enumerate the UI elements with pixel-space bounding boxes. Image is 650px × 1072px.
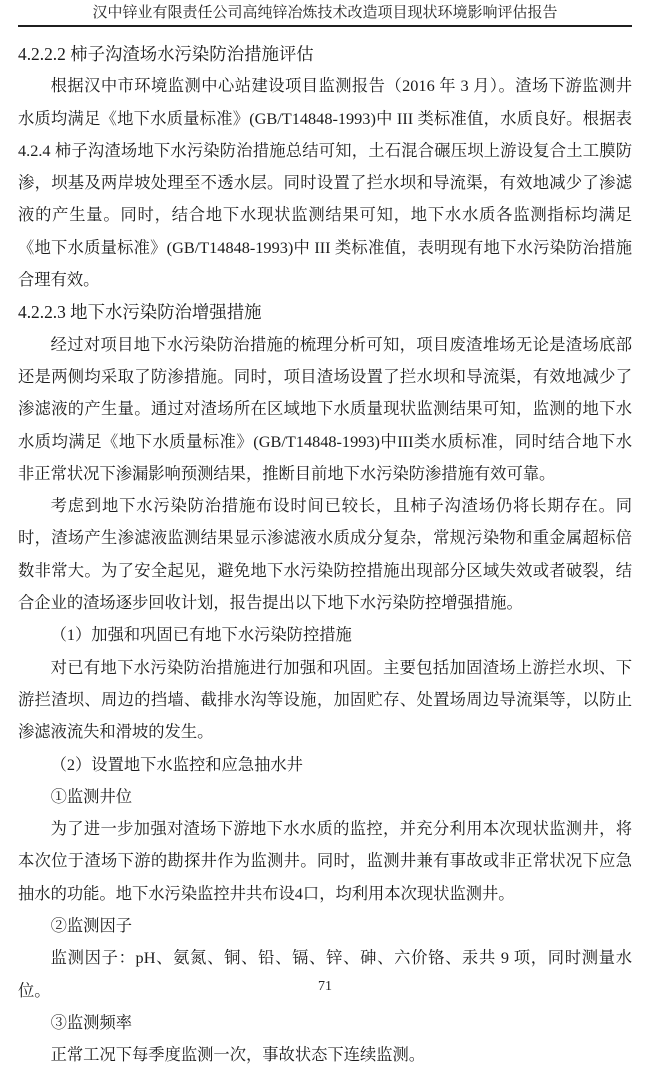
- body-paragraph: 正常工况下每季度监测一次，事故状态下连续监测。: [50, 1045, 426, 1065]
- body-paragraph: 经过对项目地下水污染防治措施的梳理分析可知，项目废渣堆场无论是渣场底部还是两侧均采取了防渗措施。同时，项目渣场设置了拦水坝和导流渠，有效地减少了渗滤液的产生量。通过对渣场所在区域地下水质量现状监测结果可知，监测的地下水水质均满足《地下水质量标准》(GB/T14848-1993)中III类水质标准，同时结合地下水非正常状况下渗漏影响预测结果，推断目前地下水污染防渗措施有效可靠。: [18, 334, 632, 483]
- body-paragraph: 考虑到地下水污染防治措施布设时间已较长，且柿子沟渣场仍将长期存在。同时，渣场产生渗滤液监测结果显示渗滤液水质成分复杂，常规污染物和重金属超标倍数非常大。为了安全起见，避免地下水污染防控措施出现部分区域失效或者破裂，结合企业的渣场逐步回收计划，报告提出以下地下水污染防控增强措施。: [18, 496, 632, 613]
- list-item-1-heading: （1）加强和巩固已有地下水污染防控措施: [50, 625, 352, 645]
- sub-item-monitoring-well-position: ①监测井位: [50, 786, 133, 806]
- body-paragraph: 根据汉中市环境监测中心站建设项目监测报告（2016 年 3 月）。渣场下游监测井水质均满足《地下水质量标准》(GB/T14848-1993)中 III 类标准值，水质良好。根据表 4.2.4 柿子沟渣场地下水污染防治措施总结可知，土石混合碾压坝上游设复合土工膜防渗，坝基及两岸坡处理至不透水层。同时设置了拦水坝和导流渠，有效地减少了渗滤液的产生量。同时，结合地下水现状监测结果可知，地下水水质各监测指标均满足《地下水质量标准》(GB/T14848-1993)中 III 类标准值，表明现有地下水污染防治措施合理有效。: [18, 76, 632, 290]
- section-heading-4-2-2-2: 4.2.2.2 柿子沟渣场水污染防治措施评估: [18, 44, 314, 64]
- list-item-2-heading: （2）设置地下水监控和应急抽水井: [50, 754, 303, 774]
- section-heading-4-2-2-3: 4.2.2.3 地下水污染防治增强措施: [18, 302, 262, 323]
- sub-item-monitoring-factors: ②监测因子: [50, 916, 133, 936]
- body-paragraph: 对已有地下水污染防治措施进行加强和巩固。主要包括加固渣场上游拦水坝、下游拦渣坝、周边的挡墙、截排水沟等设施，加固贮存、处置场周边导流渠等，以防止渗滤液流失和滑坡的发生。: [18, 657, 632, 742]
- page-number: 71: [318, 979, 332, 994]
- body-paragraph: 监测因子：pH、氨氮、铜、铅、镉、锌、砷、六价铬、汞共 9 项，同时测量水位。: [18, 948, 632, 1000]
- running-header-title: 汉中锌业有限责任公司高纯锌冶炼技术改造项目现状环境影响评估报告: [92, 5, 558, 21]
- body-paragraph: 为了进一步加强对渣场下游地下水水质的监控，并充分利用本次现状监测井，将本次位于渣场下游的勘探井作为监测井。同时，监测井兼有事故或非正常状况下应急抽水的功能。地下水污染监控井共布设4口，均利用本次现状监测井。: [18, 819, 632, 903]
- page-footer: [0, 979, 650, 995]
- document-body: [18, 38, 632, 1072]
- page-header: [18, 0, 632, 27]
- sub-item-monitoring-frequency: ③监测频率: [50, 1012, 133, 1032]
